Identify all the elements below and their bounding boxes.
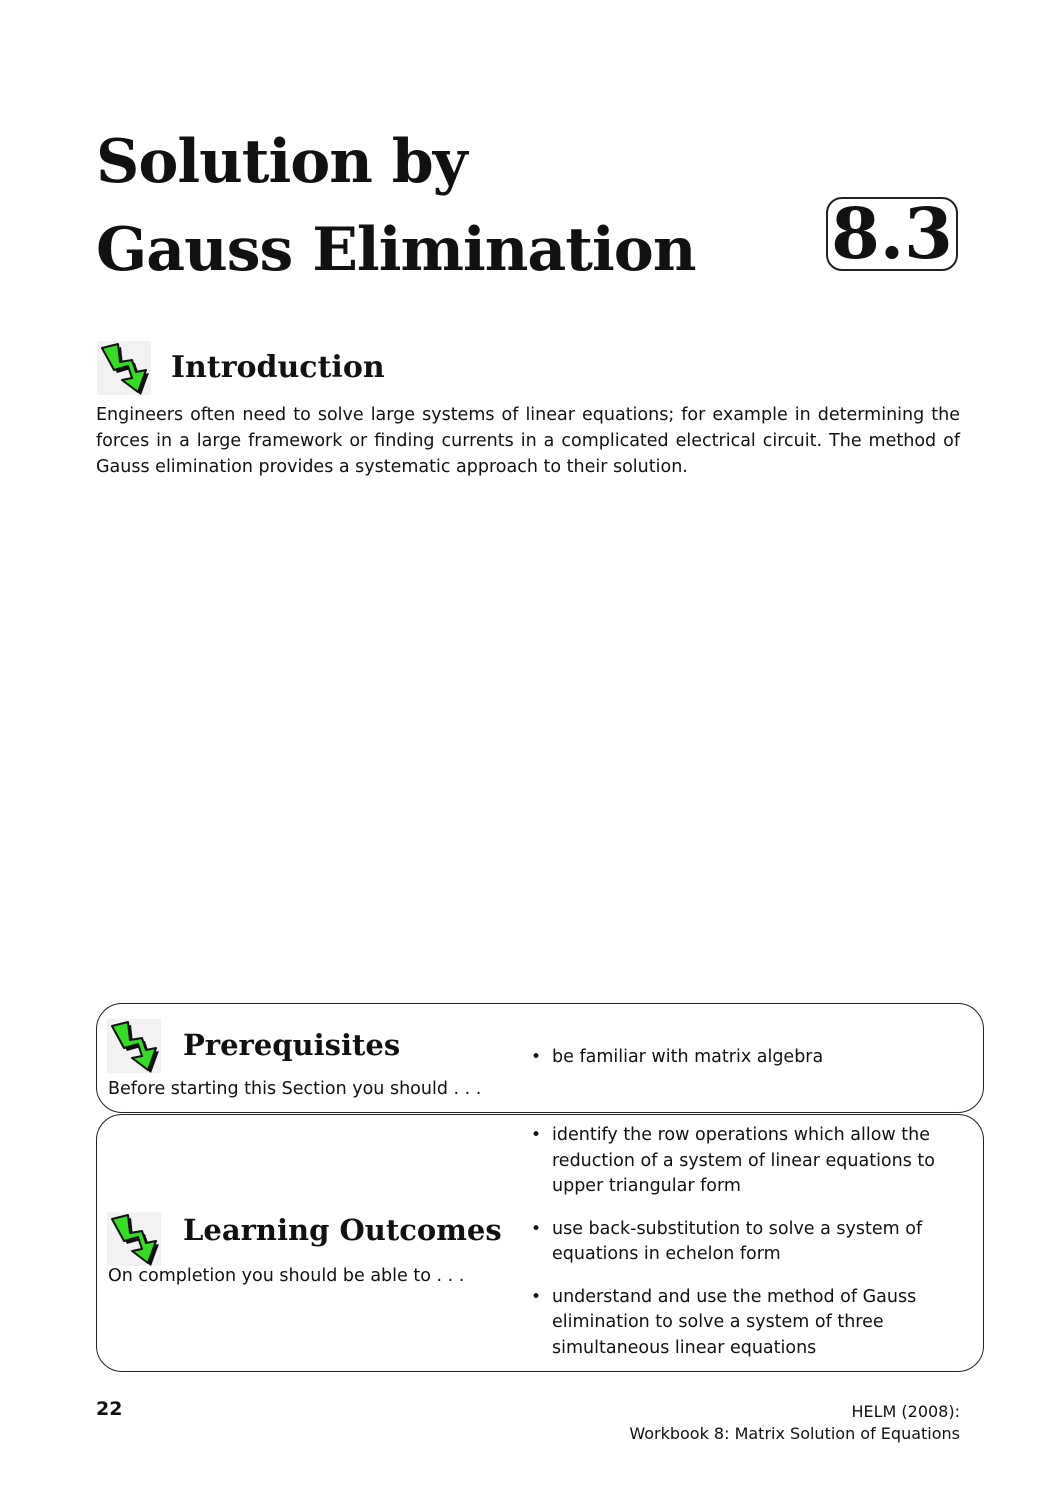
prerequisites-subheading: Before starting this Section you should . . .	[108, 1079, 482, 1099]
footer-publication	[629, 1401, 960, 1445]
page-number: 22	[96, 1398, 123, 1420]
footer-publication-title: HELM (2008):	[851, 1402, 960, 1421]
title-line-1: Solution by	[96, 127, 467, 197]
learning-outcomes-list	[529, 1123, 949, 1378]
footer-workbook-title: Workbook 8: Matrix Solution of Equations	[629, 1424, 960, 1443]
outcome-text: use back-substitution to solve a system of equations in echelon form	[552, 1218, 923, 1264]
introduction-text: Engineers often need to solve large systems of linear equations; for example in determining the forces in a large framework or finding currents in a complicated electrical circuit. The method of Gauss elimination provides a systematic approach to their solution.	[96, 405, 960, 477]
list-item	[529, 1217, 949, 1268]
prerequisites-list	[529, 1045, 949, 1071]
bullet-icon: •	[531, 1125, 542, 1145]
list-item	[529, 1045, 949, 1071]
page-title	[96, 118, 695, 294]
bullet-icon: •	[531, 1218, 542, 1239]
section-number-badge: 8.3	[826, 197, 958, 271]
prerequisites-heading: Prerequisites	[183, 1028, 401, 1062]
zigzag-arrow-icon	[96, 340, 152, 396]
learning-outcomes-heading: Learning Outcomes	[183, 1213, 502, 1247]
outcome-text: understand and use the method of Gauss elimination to solve a system of three simultaneous linear equations	[552, 1286, 917, 1358]
outcome-text: identify the row operations which allow the reduction of a system of linear equations to upper triangular form	[552, 1125, 935, 1196]
bullet-icon: •	[531, 1047, 542, 1067]
learning-outcomes-box	[96, 1114, 984, 1372]
bullet-icon: •	[531, 1286, 542, 1307]
title-line-2: Gauss Elimination	[96, 215, 696, 285]
zigzag-arrow-icon	[106, 1018, 162, 1074]
list-item	[529, 1285, 949, 1362]
zigzag-arrow-icon	[106, 1211, 162, 1267]
prerequisite-text: be familiar with matrix algebra	[552, 1047, 824, 1067]
learning-outcomes-subheading: On completion you should be able to . . .	[108, 1266, 465, 1286]
prerequisites-box	[96, 1003, 984, 1113]
list-item	[529, 1123, 949, 1200]
introduction-heading: Introduction	[171, 350, 385, 385]
